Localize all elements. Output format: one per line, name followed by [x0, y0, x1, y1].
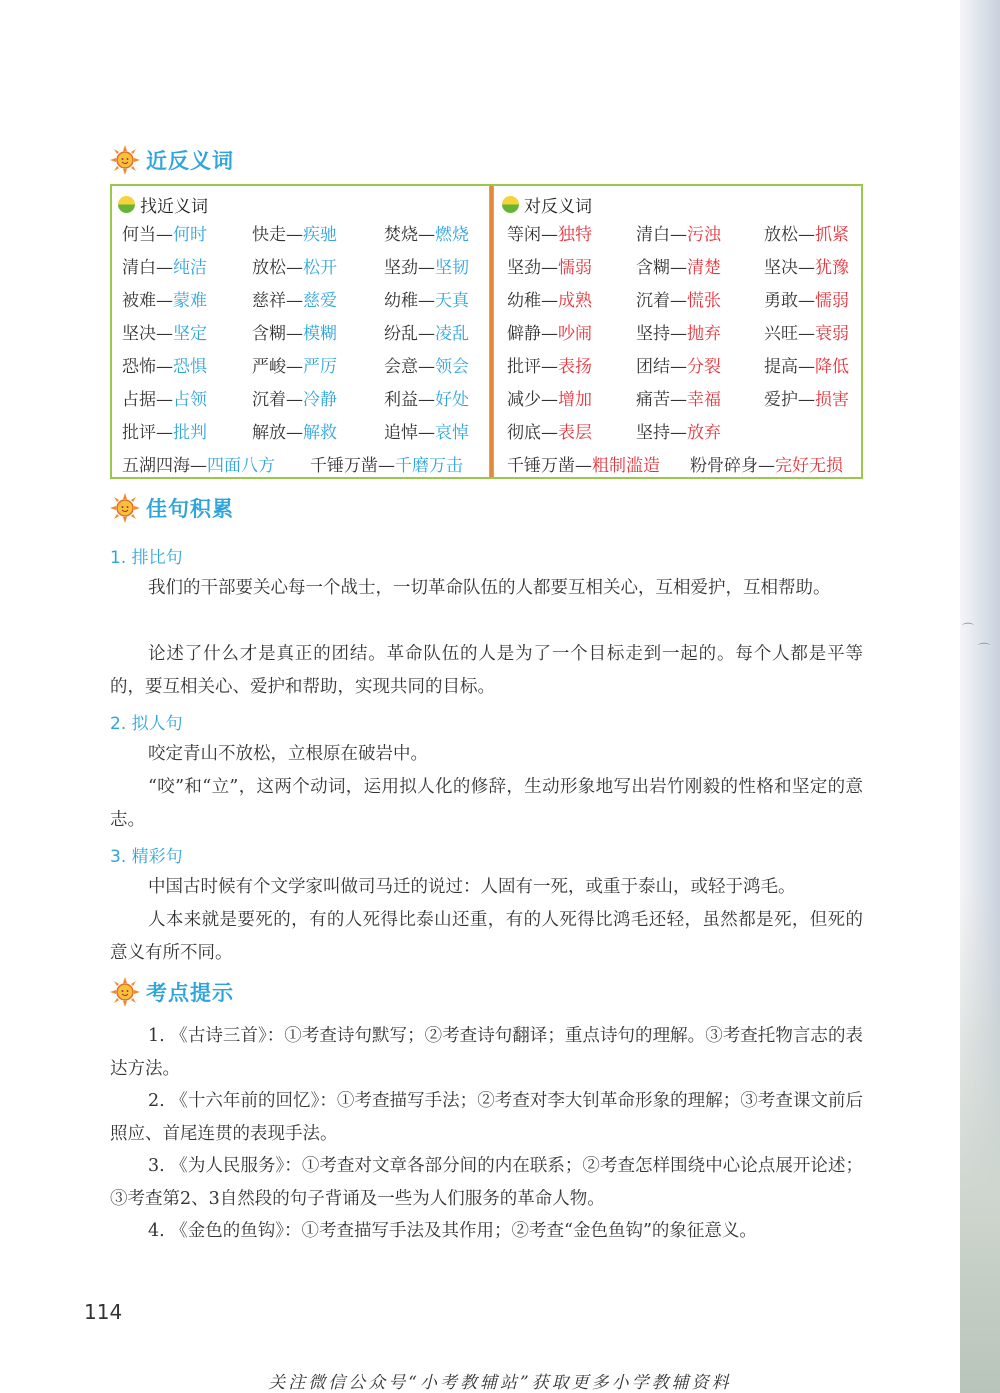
word-pair-match: 解救	[303, 423, 337, 443]
dash-separator: —	[156, 291, 173, 311]
word-pair-match: 坚定	[173, 324, 207, 344]
word-pair-match: 抓紧	[815, 225, 849, 245]
word-pair-term: 利益	[384, 390, 418, 410]
dash-separator: —	[798, 258, 815, 278]
tip-paragraph: 4. 《金色的鱼钩》：①考查描写手法及其作用；②考查“金色鱼钩”的象征意义。	[148, 1221, 757, 1241]
word-pair-term: 快走	[252, 225, 286, 245]
word-pair	[122, 385, 207, 410]
word-pair-term: 幼稚	[507, 291, 541, 311]
word-pair-match: 模糊	[303, 324, 337, 344]
word-pair	[690, 451, 843, 476]
tip-paragraph: 2. 《十六年前的回忆》：①考查描写手法；②考查对李大钊革命形象的理解；③考查课文前后照应、首尾连贯的表现手法。	[110, 1091, 863, 1144]
word-pair-term: 兴旺	[764, 324, 798, 344]
word-pair-match: 占领	[173, 390, 207, 410]
word-pair-match: 清楚	[687, 258, 721, 278]
sun-icon	[110, 493, 140, 523]
word-pair-match: 放弃	[687, 423, 721, 443]
word-pair-term: 坚劲	[507, 258, 541, 278]
word-pair-term: 千锤万凿	[310, 456, 378, 476]
word-pair-match: 冷静	[303, 390, 337, 410]
word-pair	[636, 286, 721, 311]
word-pair-term: 爱护	[764, 390, 798, 410]
dash-separator: —	[418, 324, 435, 344]
word-pair-term: 彻底	[507, 423, 541, 443]
word-pair-term: 坚决	[122, 324, 156, 344]
page-edge-decoration	[960, 0, 1000, 1393]
tip-paragraph: 3. 《为人民服务》：①考查对文章各部分间的内在联系；②考查怎样围绕中心论点展开论述；③考查第2、3自然段的句子背诵及一些为人们服务的革命人物。	[110, 1156, 863, 1209]
word-pair	[636, 385, 721, 410]
footer-note: 关注微信公众号“小考教辅站”获取更多小学教辅资料	[268, 1373, 732, 1393]
dash-separator: —	[798, 324, 815, 344]
word-pair-term: 严峻	[252, 357, 286, 377]
word-pair-term: 放松	[252, 258, 286, 278]
section-title: 考点提示	[146, 981, 234, 1005]
word-pair-term: 勇敢	[764, 291, 798, 311]
dash-separator: —	[156, 324, 173, 344]
dash-separator: —	[575, 456, 592, 476]
word-pair-term: 清白	[122, 258, 156, 278]
dash-separator: —	[418, 357, 435, 377]
dash-separator: —	[670, 357, 687, 377]
word-pair-term: 僻静	[507, 324, 541, 344]
word-pair-match: 批判	[173, 423, 207, 443]
section-title: 佳句积累	[146, 497, 234, 521]
dash-separator: —	[541, 225, 558, 245]
word-pair-term: 占据	[122, 390, 156, 410]
dash-separator: —	[156, 225, 173, 245]
word-pair	[507, 286, 592, 311]
tip-paragraph: 1. 《古诗三首》：①考查诗句默写；②考查诗句翻译；重点诗句的理解。③考查托物言志的表达方法。	[110, 1026, 863, 1079]
sentence-paragraph: 论述了什么才是真正的团结。革命队伍的人是为了一个目标走到一起的。每个人都是平等的，要互相关心、爱护和帮助，实现共同的目标。	[110, 644, 863, 697]
word-pair	[252, 352, 337, 377]
dash-separator: —	[670, 225, 687, 245]
word-pair-match: 坚韧	[435, 258, 469, 278]
dash-separator: —	[541, 423, 558, 443]
word-pair-term: 焚烧	[384, 225, 418, 245]
word-pair	[764, 385, 849, 410]
sun-icon	[110, 145, 140, 175]
synonym-antonym-box	[110, 184, 863, 479]
word-pair-term: 批评	[507, 357, 541, 377]
word-pair-term: 幼稚	[384, 291, 418, 311]
word-pair-term: 坚决	[764, 258, 798, 278]
word-pair-match: 懦弱	[815, 291, 849, 311]
word-pair-match: 成熟	[558, 291, 592, 311]
dash-separator: —	[798, 225, 815, 245]
word-pair-term: 放松	[764, 225, 798, 245]
word-pair-match: 完好无损	[775, 456, 843, 476]
word-pair-match: 犹豫	[815, 258, 849, 278]
word-pair	[384, 220, 469, 245]
dash-separator: —	[670, 258, 687, 278]
word-pair	[507, 418, 592, 443]
word-pair	[310, 451, 463, 476]
word-pair	[252, 286, 337, 311]
dash-separator: —	[670, 324, 687, 344]
dash-separator: —	[798, 357, 815, 377]
section-header-sentences	[110, 493, 234, 523]
word-pair-term: 提高	[764, 357, 798, 377]
word-pair	[252, 418, 337, 443]
word-pair	[252, 385, 337, 410]
word-pair-match: 千磨万击	[395, 456, 463, 476]
word-pair	[636, 352, 721, 377]
word-pair-match: 慌张	[687, 291, 721, 311]
word-pair	[252, 319, 337, 344]
word-pair-term: 批评	[122, 423, 156, 443]
sun-icon	[110, 977, 140, 1007]
sentence-label: 3. 精彩句	[110, 847, 183, 867]
word-pair-term: 等闲	[507, 225, 541, 245]
word-pair	[384, 352, 469, 377]
word-pair-match: 增加	[558, 390, 592, 410]
dash-separator: —	[286, 390, 303, 410]
synonym-subheader-label: 找近义词	[140, 197, 208, 217]
word-pair-term: 慈祥	[252, 291, 286, 311]
section-header-synonyms	[110, 145, 234, 175]
dash-separator: —	[156, 423, 173, 443]
dash-separator: —	[286, 225, 303, 245]
word-pair	[764, 220, 849, 245]
word-pair-match: 蒙难	[173, 291, 207, 311]
word-pair-term: 沉着	[636, 291, 670, 311]
dash-separator: —	[156, 390, 173, 410]
word-pair	[122, 286, 207, 311]
word-pair-match: 何时	[173, 225, 207, 245]
word-pair-match: 表层	[558, 423, 592, 443]
dash-separator: —	[156, 258, 173, 278]
word-pair-term: 纷乱	[384, 324, 418, 344]
word-pair-match: 粗制滥造	[592, 456, 660, 476]
word-pair	[384, 286, 469, 311]
word-pair	[384, 319, 469, 344]
word-pair-term: 解放	[252, 423, 286, 443]
sentence-paragraph: 我们的干部要关心每一个战士，一切革命队伍的人都要互相关心，互相爱护，互相帮助。	[148, 578, 831, 598]
word-pair	[122, 319, 207, 344]
word-pair-term: 含糊	[636, 258, 670, 278]
synonym-subheader	[118, 192, 208, 217]
dash-separator: —	[286, 291, 303, 311]
section-title: 近反义词	[146, 149, 234, 173]
word-pair-match: 懦弱	[558, 258, 592, 278]
word-pair-term: 粉骨碎身	[690, 456, 758, 476]
word-pair	[384, 418, 469, 443]
word-pair-match: 天真	[435, 291, 469, 311]
word-pair-term: 被难	[122, 291, 156, 311]
sentence-paragraph: 中国古时候有个文学家叫做司马迁的说过：人固有一死，或重于泰山，或轻于鸿毛。	[148, 877, 796, 897]
dash-separator: —	[418, 225, 435, 245]
word-pair	[122, 352, 207, 377]
dash-separator: —	[418, 291, 435, 311]
word-pair-match: 哀悼	[435, 423, 469, 443]
word-pair	[122, 220, 207, 245]
dash-separator: —	[798, 390, 815, 410]
dash-separator: —	[418, 258, 435, 278]
word-pair-match: 幸福	[687, 390, 721, 410]
word-pair	[507, 385, 592, 410]
dash-separator: —	[670, 291, 687, 311]
dash-separator: —	[541, 357, 558, 377]
dash-separator: —	[541, 390, 558, 410]
word-pair-match: 疾驰	[303, 225, 337, 245]
word-pair-term: 会意	[384, 357, 418, 377]
word-pair-match: 抛弃	[687, 324, 721, 344]
dash-separator: —	[418, 423, 435, 443]
word-pair	[636, 319, 721, 344]
box-divider	[489, 186, 494, 477]
word-pair	[384, 385, 469, 410]
dash-separator: —	[541, 324, 558, 344]
word-pair	[122, 418, 207, 443]
word-pair-term: 含糊	[252, 324, 286, 344]
word-pair	[507, 220, 592, 245]
sentence-paragraph: “咬”和“立”，这两个动词，运用拟人化的修辞，生动形象地写出岩竹刚毅的性格和坚定的意志。	[110, 777, 863, 830]
page-number: 114	[84, 1300, 123, 1324]
word-pair-match: 松开	[303, 258, 337, 278]
sentence-label: 1. 排比句	[110, 548, 183, 568]
word-pair-term: 痛苦	[636, 390, 670, 410]
word-pair-term: 沉着	[252, 390, 286, 410]
dash-separator: —	[286, 324, 303, 344]
sentence-paragraph: 人本来就是要死的，有的人死得比泰山还重，有的人死得比鸿毛还轻，虽然都是死，但死的意义有所不同。	[110, 910, 863, 963]
bullet-dot-icon	[118, 196, 135, 213]
dash-separator: —	[286, 423, 303, 443]
dash-separator: —	[286, 357, 303, 377]
word-pair-match: 降低	[815, 357, 849, 377]
word-pair	[507, 319, 592, 344]
word-pair-term: 团结	[636, 357, 670, 377]
word-pair-term: 五湖四海	[122, 456, 190, 476]
word-pair-term: 坚劲	[384, 258, 418, 278]
word-pair	[636, 220, 721, 245]
dash-separator: —	[541, 258, 558, 278]
word-pair	[122, 451, 275, 476]
word-pair	[636, 418, 721, 443]
landscape-strip	[960, 893, 1000, 1393]
word-pair	[507, 352, 592, 377]
word-pair	[507, 253, 592, 278]
word-pair-match: 吵闹	[558, 324, 592, 344]
word-pair-match: 独特	[558, 225, 592, 245]
dash-separator: —	[156, 357, 173, 377]
word-pair-match: 损害	[815, 390, 849, 410]
word-pair-term: 何当	[122, 225, 156, 245]
word-pair-term: 恐怖	[122, 357, 156, 377]
sentence-paragraph: 咬定青山不放松，立根原在破岩中。	[148, 744, 428, 764]
dash-separator: —	[670, 390, 687, 410]
word-pair-term: 千锤万凿	[507, 456, 575, 476]
word-pair-term: 坚持	[636, 423, 670, 443]
antonym-subheader-label: 对反义词	[524, 197, 592, 217]
word-pair	[764, 352, 849, 377]
bullet-dot-icon	[502, 196, 519, 213]
word-pair	[764, 286, 849, 311]
bird-icon: ⌒	[978, 642, 991, 656]
word-pair-term: 清白	[636, 225, 670, 245]
word-pair-match: 严厉	[303, 357, 337, 377]
word-pair	[122, 253, 207, 278]
word-pair-term: 减少	[507, 390, 541, 410]
word-pair-match: 衰弱	[815, 324, 849, 344]
word-pair-match: 燃烧	[435, 225, 469, 245]
word-pair-match: 纯洁	[173, 258, 207, 278]
word-pair-term: 坚持	[636, 324, 670, 344]
word-pair-match: 恐惧	[173, 357, 207, 377]
word-pair-match: 四面八方	[207, 456, 275, 476]
sentence-label: 2. 拟人句	[110, 714, 183, 734]
word-pair	[252, 220, 337, 245]
word-pair-match: 好处	[435, 390, 469, 410]
dash-separator: —	[670, 423, 687, 443]
word-pair	[636, 253, 721, 278]
word-pair-match: 凌乱	[435, 324, 469, 344]
word-pair-match: 领会	[435, 357, 469, 377]
word-pair-match: 表扬	[558, 357, 592, 377]
word-pair	[764, 253, 849, 278]
dash-separator: —	[798, 291, 815, 311]
word-pair-match: 分裂	[687, 357, 721, 377]
word-pair-term: 追悼	[384, 423, 418, 443]
word-pair	[384, 253, 469, 278]
dash-separator: —	[418, 390, 435, 410]
dash-separator: —	[378, 456, 395, 476]
dash-separator: —	[286, 258, 303, 278]
dash-separator: —	[758, 456, 775, 476]
antonym-subheader	[502, 192, 592, 217]
word-pair	[764, 319, 849, 344]
word-pair	[507, 451, 660, 476]
word-pair	[252, 253, 337, 278]
bird-icon: ⌒	[962, 622, 975, 636]
word-pair-match: 慈爱	[303, 291, 337, 311]
word-pair-match: 污浊	[687, 225, 721, 245]
dash-separator: —	[190, 456, 207, 476]
dash-separator: —	[541, 291, 558, 311]
section-header-tips	[110, 977, 234, 1007]
